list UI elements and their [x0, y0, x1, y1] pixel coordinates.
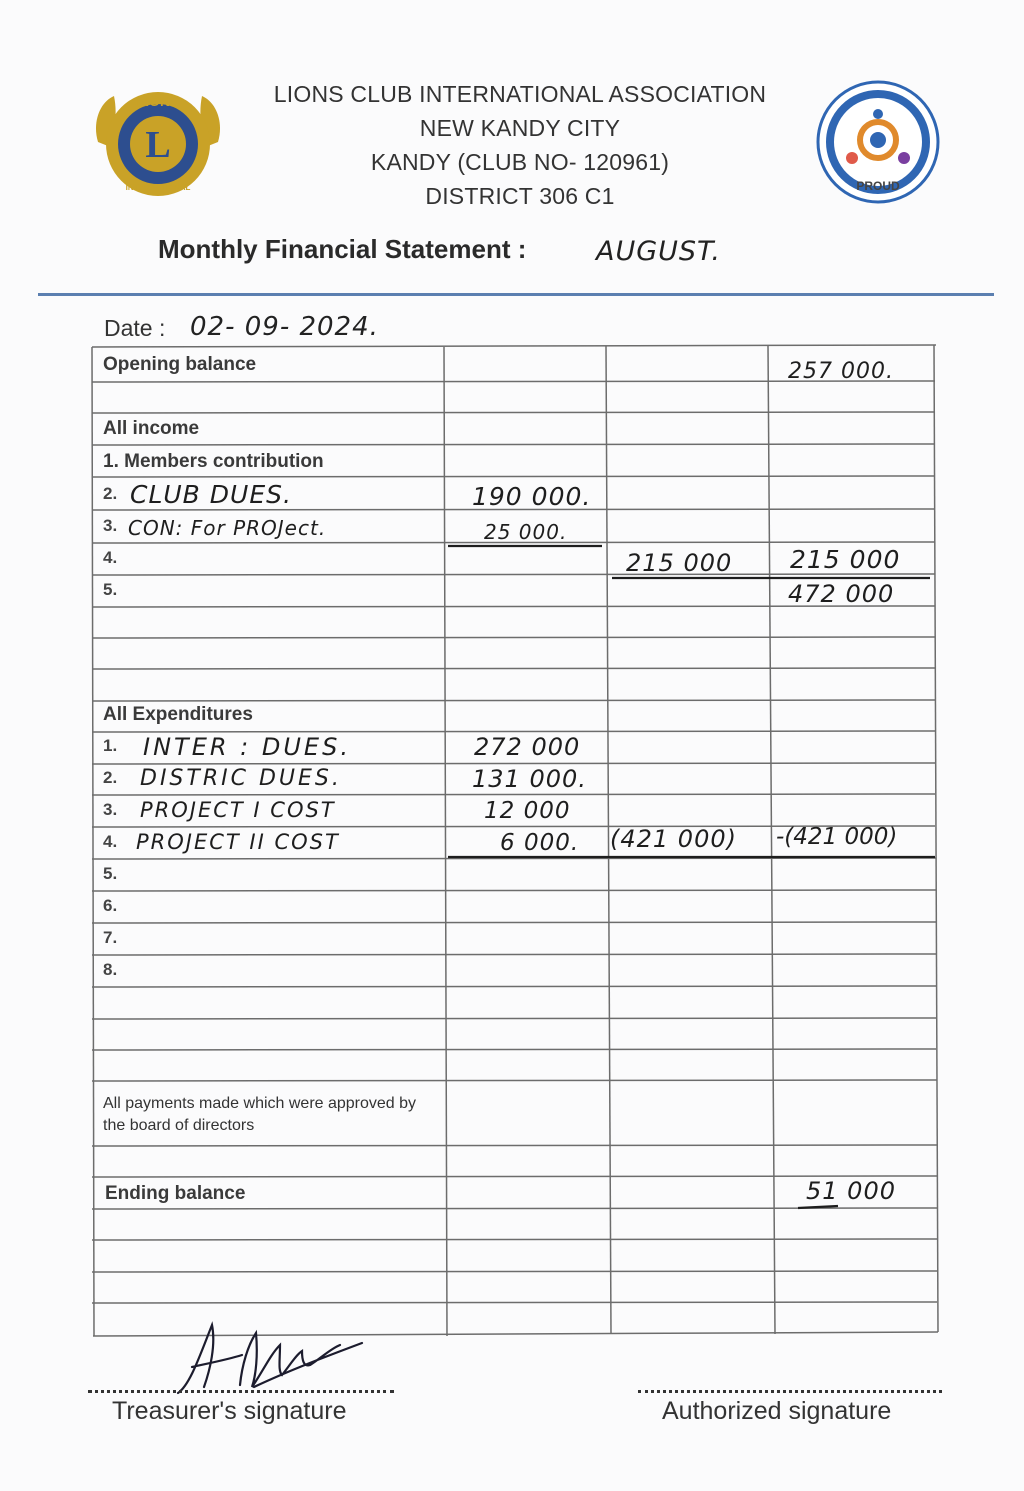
income-item-name: CON: For PROJect. — [128, 516, 327, 540]
expenditure-row-number: 2. — [103, 768, 118, 787]
all-income-label: All income — [103, 418, 200, 439]
treasurer-signature-label: Treasurer's signature — [112, 1397, 347, 1425]
statement-title: Monthly Financial Statement : — [158, 234, 527, 264]
all-expenditures-label: All Expenditures — [103, 704, 253, 725]
signature-stroke — [178, 1325, 362, 1393]
treasurer-signature-line — [88, 1390, 394, 1393]
income-item-amount: 190 000. — [472, 482, 592, 511]
members-contribution-label: 1. Members contribution — [103, 451, 324, 472]
expenditure-total: -(421 000) — [776, 824, 898, 850]
date-value: 02- 09- 2024. — [190, 312, 379, 342]
income-total: 215 000 — [790, 545, 901, 574]
income-row-number: 5. — [103, 580, 118, 599]
expenditure-item-name: PROJECT II COST — [136, 830, 340, 854]
expenditure-item-name: PROJECT I COST — [140, 798, 336, 822]
org-city: NEW KANDY CITY — [419, 115, 621, 141]
org-club-number: KANDY (CLUB NO- 120961) — [370, 149, 670, 175]
authorized-signature-label: Authorized signature — [662, 1397, 892, 1425]
running-total: 472 000 — [788, 580, 895, 608]
statement-month: AUGUST. — [596, 236, 721, 267]
expenditure-item-amount: 131 000. — [472, 765, 587, 793]
income-item-name: CLUB DUES. — [130, 480, 292, 509]
expenditure-row-number: 6. — [103, 896, 118, 915]
expenditure-subtotal: (421 000) — [610, 825, 737, 853]
income-row-number: 3. — [103, 516, 118, 535]
income-row-number: 2. — [103, 484, 118, 503]
expenditure-item-amount: 6 000. — [500, 830, 580, 856]
proud-logo-text: PROUD — [856, 179, 900, 193]
expenditure-row-number: 7. — [103, 928, 118, 947]
org-district: DISTRICT 306 C1 — [425, 183, 615, 209]
expenditure-item-name: DISTRIC DUES. — [140, 766, 342, 791]
logo-text-bottom: INTERNATIONAL — [125, 183, 191, 192]
expenditure-row-number: 3. — [103, 800, 118, 819]
handwritten-underlines — [448, 546, 935, 1208]
expenditure-item-name: INTER : DUES. — [143, 733, 351, 761]
logo-text-top: LIONS — [136, 93, 180, 109]
expenditure-row-number: 1. — [103, 736, 118, 755]
logo-letter: L — [145, 124, 171, 166]
opening-balance-label: Opening balance — [103, 354, 257, 375]
payments-approved-note: All payments made which were approved by the board of directors — [103, 1095, 417, 1134]
expenditure-row-number: 4. — [103, 832, 118, 851]
income-item-amount: 25 000. — [484, 520, 568, 544]
expenditure-item-amount: 12 000 — [484, 798, 571, 824]
date-label: Date : — [104, 315, 166, 341]
income-row-number: 4. — [103, 548, 118, 567]
expenditure-row-number: 5. — [103, 864, 118, 883]
treasurer-signature-icon — [170, 1315, 370, 1400]
ending-balance-value: 51 000 — [806, 1177, 896, 1205]
authorized-signature-line — [638, 1390, 942, 1393]
ending-balance-label: Ending balance — [105, 1183, 246, 1204]
org-name: LIONS CLUB INTERNATIONAL ASSOCIATION — [273, 81, 767, 107]
expenditure-item-amount: 272 000 — [474, 733, 581, 761]
income-subtotal: 215 000 — [626, 549, 733, 577]
opening-balance-value: 257 000. — [788, 359, 894, 384]
expenditure-row-number: 8. — [103, 960, 118, 979]
